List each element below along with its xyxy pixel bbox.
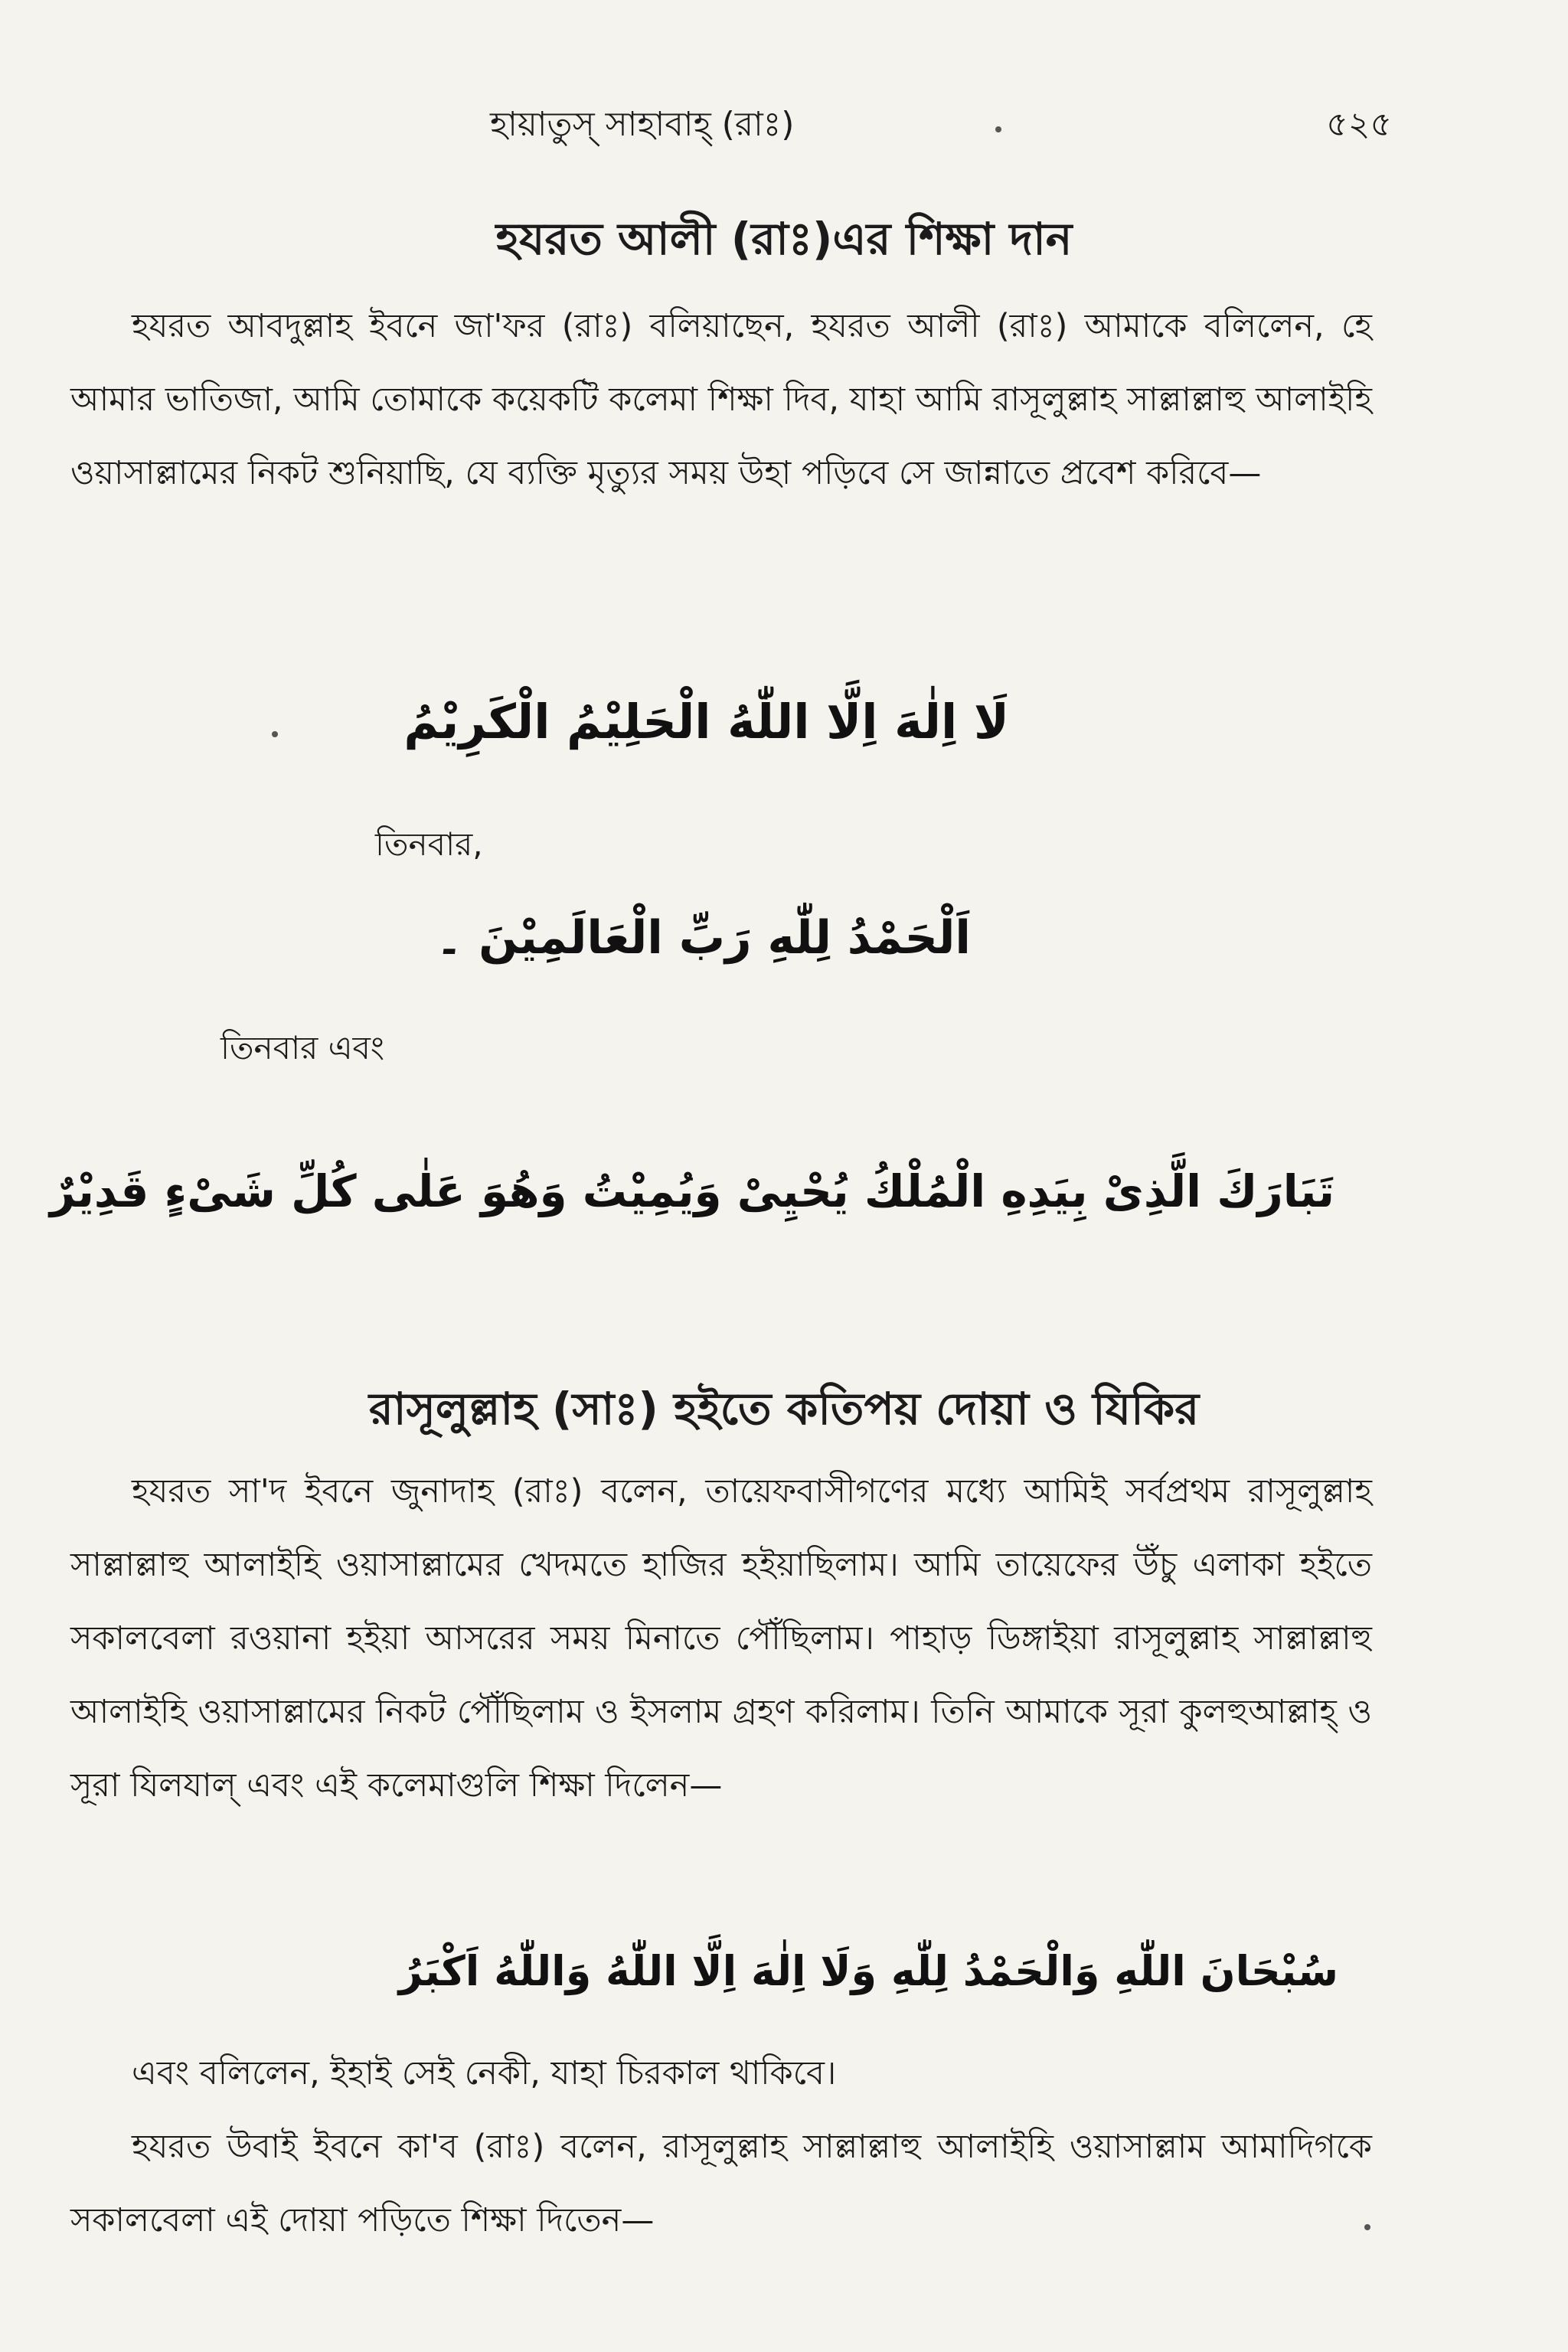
arabic-verse-2: اَلْحَمْدُ لِلّٰهِ رَبِّ الْعَالَمِيْنَ ۔	[436, 911, 971, 965]
paragraph-text: হযরত আবদুল্লাহ ইবনে জা'ফর (রাঃ) বলিয়াছেন, হযরত আলী (রাঃ) আমাকে বলিলেন, হে আমার ভাতিজা, আমি তোমাকে কয়েকটি কলেমা শিক্ষা দিব, যাহা আমি রাসূলুল্লাহ সাল্লাল্লাহু আলাইহি ওয়াসাল্লামের নিকট শুনিয়াছি, যে ব্যক্তি মৃত্যুর সময় উহা পড়িবে সে জান্নাতে প্রবেশ করিবে—	[70, 307, 1372, 492]
paragraph-text: হযরত উবাই ইবনে কা'ব (রাঃ) বলেন, রাসূলুল্লাহ সাল্লাল্লাহু আলাইহি ওয়াসাল্লাম আমাদিগকে সকালবেলা এই দোয়া পড়িতে শিক্ষা দিতেন—	[70, 2128, 1372, 2239]
paragraph-eternal-deed	[70, 2037, 1372, 2110]
paragraph-ubai-narration	[70, 2110, 1372, 2257]
paragraph-text: হযরত সা'দ ইবনে জুনাদাহ (রাঃ) বলেন, তায়েফবাসীগণের মধ্যে আমিই সর্বপ্রথম রাসূলুল্লাহ সাল্লাল্লাহু আলাইহি ওয়াসাল্লামের খেদমতে হাজির হইয়াছিলাম। আমি তায়েফের উঁচু এলাকা হইতে সকালবেলা রওয়ানা হইয়া আসরের সময় মিনাতে পৌঁছিলাম। পাহাড় ডিঙ্গাইয়া রাসূলুল্লাহ সাল্লাল্লাহু আলাইহি ওয়াসাল্লামের নিকট পৌঁছিলাম ও ইসলাম গ্রহণ করিলাম। তিনি আমাকে সূরা কুলহুআল্লাহ্ ও সূরা যিলযাল্ এবং এই কলেমাগুলি শিক্ষা দিলেন—	[70, 1472, 1372, 1805]
scan-speck	[1364, 2224, 1370, 2230]
paragraph-text: এবং বলিলেন, ইহাই সেই নেকী, যাহা চিরকাল থাকিবে।	[132, 2054, 837, 2092]
arabic-verse-1: لَا اِلٰهَ اِلَّا اللّٰهُ الْحَلِيْمُ الْكَرِيْمُ	[403, 694, 1009, 750]
running-header	[0, 98, 1568, 159]
running-title: হায়াতুস্ সাহাবাহ্ (রাঃ)	[490, 105, 795, 144]
paragraph-sad-narration	[70, 1455, 1372, 1822]
arabic-verse-4: سُبْحَانَ اللّٰهِ وَالْحَمْدُ لِلّٰهِ وَلَا اِلٰهَ اِلَّا اللّٰهُ وَاللّٰهُ اَكْبَرُ	[398, 1947, 1338, 1995]
scan-speck	[995, 126, 1001, 132]
section-heading-duas: রাসূলুল্লাহ (সাঃ) হইতে কতিপয় দোয়া ও যিকির	[368, 1383, 1200, 1435]
section-heading-ali-teaching: হযরত আলী (রাঃ)এর শিক্ষা দান	[495, 213, 1073, 265]
page-number: ৫২৫	[1326, 105, 1392, 144]
arabic-verse-3: تَبَارَكَ الَّذِىْ بِيَدِهِ الْمُلْكُ يُحْيِىْ وَيُمِيْتُ وَهُوَ عَلٰى كُلِّ شَىْءٍ قَدِيْرٌ	[50, 1165, 1334, 1217]
paragraph-ali-narration	[70, 289, 1372, 510]
repeat-note-three-times: তিনবার,	[375, 825, 483, 863]
scan-speck	[272, 731, 278, 737]
repeat-note-three-times-and: তিনবার এবং	[220, 1029, 385, 1067]
